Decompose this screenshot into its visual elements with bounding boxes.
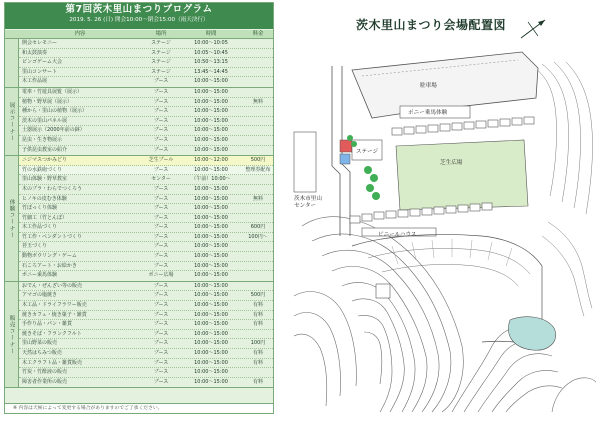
row-time: 10:00～15:00 [194, 233, 228, 240]
row-name: 木のプラ・わらでつくろう [22, 185, 82, 192]
table-row [19, 77, 274, 87]
row-name: おでん・ぜんざい等の販売 [22, 282, 82, 289]
venue-map-drawing [292, 46, 596, 414]
row-fee [241, 252, 274, 261]
row-time: 10:00～15:00 [194, 330, 228, 337]
row-place: ブース [153, 117, 169, 124]
row-fee: 500円 [250, 292, 266, 299]
row-name: 土器展示（2000年前の鉢） [22, 127, 85, 134]
row-name: 石ころアート・お絵かき [22, 262, 77, 269]
row-name: 障害者作業所の販売 [22, 378, 68, 385]
row-fee: 500円 [250, 157, 266, 164]
row-fee [241, 136, 274, 145]
row-time: 10:00～15:00 [194, 253, 228, 260]
row-place: ブース [153, 282, 169, 289]
row-name: ニジマスつかみどり [22, 157, 68, 164]
row-place: ブース [153, 88, 169, 95]
section-label-text: 販売コーナー [8, 314, 15, 355]
row-time: 10:00～15:00 [194, 185, 228, 192]
row-fee: 無料 [252, 195, 263, 202]
table-row [19, 195, 274, 205]
row-time: 10:00～15:00 [194, 146, 228, 153]
row-fee [241, 58, 274, 67]
row-time: 10:00～15:00 [194, 272, 228, 279]
table-row [19, 58, 274, 68]
table-row [19, 271, 274, 281]
table-row [19, 88, 274, 98]
row-place: ブース [153, 233, 169, 240]
program-header [5, 3, 273, 29]
table-row [19, 291, 274, 301]
row-time: 10:00～15:00 [194, 359, 228, 366]
row-time: 10:00～15:00 [194, 195, 228, 202]
section-rows [19, 39, 274, 87]
program-section [5, 282, 274, 389]
row-fee [241, 271, 274, 281]
row-place: ステージ [151, 68, 171, 75]
row-place: ブース [153, 224, 169, 231]
map-label-stage: ステージ [356, 149, 379, 155]
row-time: 10:00～15:00 [194, 340, 228, 347]
row-name: 木工作品づくり [22, 224, 58, 231]
table-row [19, 359, 274, 369]
section-label [5, 282, 19, 388]
table-row [19, 233, 274, 243]
row-fee [241, 68, 274, 77]
col-time: 時間 [205, 31, 217, 37]
row-place: 芝生プール [148, 157, 174, 164]
map-label-center: 茨木市里山センター [294, 196, 322, 209]
table-row [19, 339, 274, 349]
table-row [19, 320, 274, 330]
row-time: 10:00～15:00 [194, 108, 228, 115]
row-place: ステージ [151, 40, 171, 46]
row-fee [241, 204, 274, 213]
row-name: 植物・野草展（展示） [22, 98, 73, 105]
row-name: 里山野菜の販売 [22, 340, 58, 347]
row-time: 10:00～15:00 [194, 369, 228, 376]
row-time: 10:00～15:00 [194, 302, 228, 309]
row-name: 木工作品展 [22, 78, 48, 85]
row-fee [241, 39, 274, 48]
row-fee [241, 146, 274, 156]
row-fee [241, 368, 274, 377]
table-row [19, 282, 274, 292]
row-time: 10:00～15:00 [194, 282, 228, 289]
row-place: ブース [153, 321, 169, 328]
table-row [19, 136, 274, 146]
table-row [19, 368, 274, 378]
table-row [19, 156, 274, 166]
section-rows [19, 282, 274, 388]
row-name: 昆虫・生き物展示 [22, 136, 63, 143]
row-fee [241, 175, 274, 184]
table-row [19, 330, 274, 340]
venue-map [292, 46, 596, 414]
row-name: アマゴの塩焼き [22, 292, 58, 299]
row-place: ブース [153, 350, 169, 356]
row-place: ステージ [151, 59, 171, 66]
row-name: 和太鼓演奏 [22, 49, 48, 56]
row-time: 13:45～14:45 [194, 68, 228, 75]
row-fee: 100円 [250, 340, 266, 347]
program-section [5, 88, 274, 156]
row-place: ブース [153, 185, 169, 192]
row-place: ブース [153, 108, 169, 115]
row-place: ブース [153, 359, 169, 366]
row-fee [241, 242, 274, 251]
table-row [19, 68, 274, 78]
row-time: 10:00～15:00 [194, 166, 228, 173]
table-row [19, 242, 274, 252]
row-name: ポニー乗馬体験 [22, 272, 58, 279]
row-place: ブース [153, 136, 169, 143]
row-time: 10:00～15:00 [194, 98, 228, 105]
col-fee: 料金 [252, 31, 264, 37]
row-time: （午前）10:00～ [191, 176, 231, 183]
row-name: 茨木の里山パネル展 [22, 117, 68, 124]
row-place: ブース [153, 311, 169, 318]
row-fee [241, 126, 274, 135]
compass-icon [518, 16, 548, 42]
row-name: ヒノキの皮むき体験 [22, 195, 67, 202]
row-place: ブース [153, 127, 169, 134]
row-name: 手作り品・パン・雑貨 [22, 321, 73, 328]
col-place: 場所 [155, 31, 167, 37]
pond [508, 317, 555, 350]
row-fee: 有料 [252, 359, 263, 366]
row-place: ブース [153, 378, 169, 385]
row-fee [241, 77, 274, 87]
row-time: 10:00～15:00 [194, 117, 228, 124]
row-name: 動物ボウリング・ゲーム [22, 253, 77, 260]
row-time: 10:05～10:45 [194, 49, 228, 56]
table-row [19, 252, 274, 262]
map-label-parking: 駐車場 [420, 83, 437, 89]
row-place: ブース [153, 166, 169, 173]
lawn-area [396, 140, 528, 210]
row-time: 10:00～15:00 [194, 311, 228, 318]
program-table [5, 30, 274, 388]
row-name: 竹細工（竹とんぼ） [22, 214, 68, 221]
row-place: ブース [153, 262, 169, 269]
table-row [19, 185, 274, 195]
table-row [19, 301, 274, 311]
row-place: ブース [153, 292, 169, 299]
program-section [5, 156, 274, 282]
row-fee [241, 88, 274, 97]
map-label-pony: ポニー乗馬体験 [408, 110, 448, 116]
table-row [19, 126, 274, 136]
table-header [5, 30, 274, 39]
row-name: 天然はちみつ販売 [22, 350, 62, 356]
table-row [19, 107, 274, 117]
row-name: 里山体験・野草教室 [22, 176, 68, 183]
row-time: 10:00～15:00 [194, 321, 228, 328]
row-name: 木工クラフト品・雑貨販売 [22, 359, 83, 366]
row-name: 竹工作・ペンダントづくり [22, 233, 82, 240]
booth-row-top [392, 117, 534, 135]
section-label-text: 体験コーナー [8, 198, 15, 239]
row-place: ブース [153, 253, 169, 260]
program-note: ※ 内容は天候によって変更する場合がありますのでご了承ください。 [5, 403, 274, 413]
row-name: 焼きそば・フランクフルト [22, 330, 82, 337]
table-row [19, 378, 274, 388]
table-row [19, 204, 274, 214]
center-building [294, 132, 316, 192]
row-fee: 有料 [252, 311, 263, 318]
table-row [19, 166, 274, 176]
table-row [19, 175, 274, 185]
row-name: 苔玉づくり [22, 243, 48, 250]
row-name: 里山コンサート [22, 68, 58, 75]
row-fee: 有料 [252, 378, 263, 385]
row-time: 10:00～15:00 [194, 292, 228, 299]
row-time: 10:00～15:00 [194, 136, 228, 143]
row-time: 10:00～15:00 [194, 378, 228, 385]
section-rows [19, 88, 274, 155]
row-place: ブース [153, 369, 169, 376]
contour-lines [294, 217, 596, 412]
row-name: 竹炭・竹酢液の販売 [22, 369, 68, 376]
row-fee [241, 117, 274, 126]
row-fee: 有料 [252, 350, 263, 356]
row-name: 子供昆虫教室の紹介 [22, 146, 68, 153]
program-date: 2019. 5. 26 (日) 開会10:00～閉会15:00（雨天決行） [69, 17, 209, 23]
row-fee [241, 49, 274, 58]
row-fee: 有料 [252, 321, 263, 328]
row-place: ステージ [151, 49, 171, 56]
row-name: 電車・竹遊具展覧（展示） [22, 88, 83, 95]
row-name: ビンゴゲーム大会 [22, 59, 63, 66]
row-time: 10:00～15:00 [194, 205, 228, 212]
row-name: 種から・里山の植物（展示） [22, 108, 88, 115]
row-time: 10:00～15:00 [194, 88, 228, 95]
row-place: センター [151, 176, 171, 183]
row-time: 10:00～15:00 [194, 78, 228, 85]
row-place: ブース [153, 78, 169, 85]
row-fee: 100円～ [248, 233, 268, 240]
row-place: ブース [153, 243, 169, 250]
table-row [19, 223, 274, 233]
table-row [19, 98, 274, 108]
row-place: ブース [153, 302, 169, 309]
row-place: ブース [153, 340, 169, 347]
row-name: 焼きカフェ・焼き菓子・雑貨 [22, 311, 87, 318]
row-place: ブース [153, 195, 169, 202]
program-title: 第7回茨木里山まつりプログラム [65, 4, 213, 15]
table-row [19, 39, 274, 49]
row-name: 竹の水鉄砲づくり [22, 166, 63, 173]
program-section [5, 39, 274, 88]
row-fee [241, 330, 274, 339]
row-name: 木工品・ドライフラワー販売 [22, 302, 87, 309]
row-time: 10:00～12:00 [194, 157, 228, 164]
table-row [19, 349, 274, 359]
section-label [5, 156, 19, 281]
row-place: ブース [153, 330, 169, 337]
map-label-vinyl: ビニールハウス [378, 232, 417, 238]
row-time: 10:00～15:00 [194, 224, 228, 231]
row-fee: 無料 [252, 98, 263, 105]
section-rows [19, 156, 274, 281]
row-name: 開会セレモニー [22, 40, 58, 46]
row-place: ブース [153, 205, 169, 212]
row-fee: 整理券配布 [245, 166, 271, 173]
row-place: ポニー広場 [148, 272, 174, 279]
slope-hatching [532, 62, 593, 316]
row-fee [241, 107, 274, 116]
program-panel [4, 2, 274, 414]
section-label-text: 展示コーナー [8, 101, 15, 142]
row-time: 10:00～15:00 [194, 243, 228, 250]
row-time: 10:00～15:00 [194, 214, 228, 221]
section-label [5, 88, 19, 155]
row-fee [241, 214, 274, 223]
row-fee [241, 185, 274, 194]
table-row [19, 117, 274, 127]
program-sections [5, 39, 274, 388]
col-content: 内容 [74, 31, 86, 37]
row-place: ブース [153, 146, 169, 153]
row-time: 10:00～15:00 [194, 350, 228, 356]
table-row [19, 214, 274, 224]
map-label-lawn: 芝生広場 [440, 160, 463, 166]
row-fee [241, 262, 274, 271]
row-time: 10:50～13:15 [194, 59, 228, 66]
row-fee: 600円 [250, 224, 266, 231]
section-label [5, 39, 19, 87]
row-place: ブース [153, 214, 169, 221]
row-fee [241, 282, 274, 291]
table-row [19, 311, 274, 321]
row-time: 10:00～10:05 [194, 40, 228, 46]
table-row [19, 146, 274, 156]
row-time: 10:00～15:00 [194, 127, 228, 134]
row-name: 竹ぽっくり体験 [22, 205, 58, 212]
table-row [19, 262, 274, 272]
map-title: 茨木里山まつり会場配置図 [356, 18, 507, 32]
row-fee: 有料 [252, 302, 263, 309]
row-time: 10:00～15:00 [194, 262, 228, 269]
row-place: ブース [153, 98, 169, 105]
table-row [19, 49, 274, 59]
